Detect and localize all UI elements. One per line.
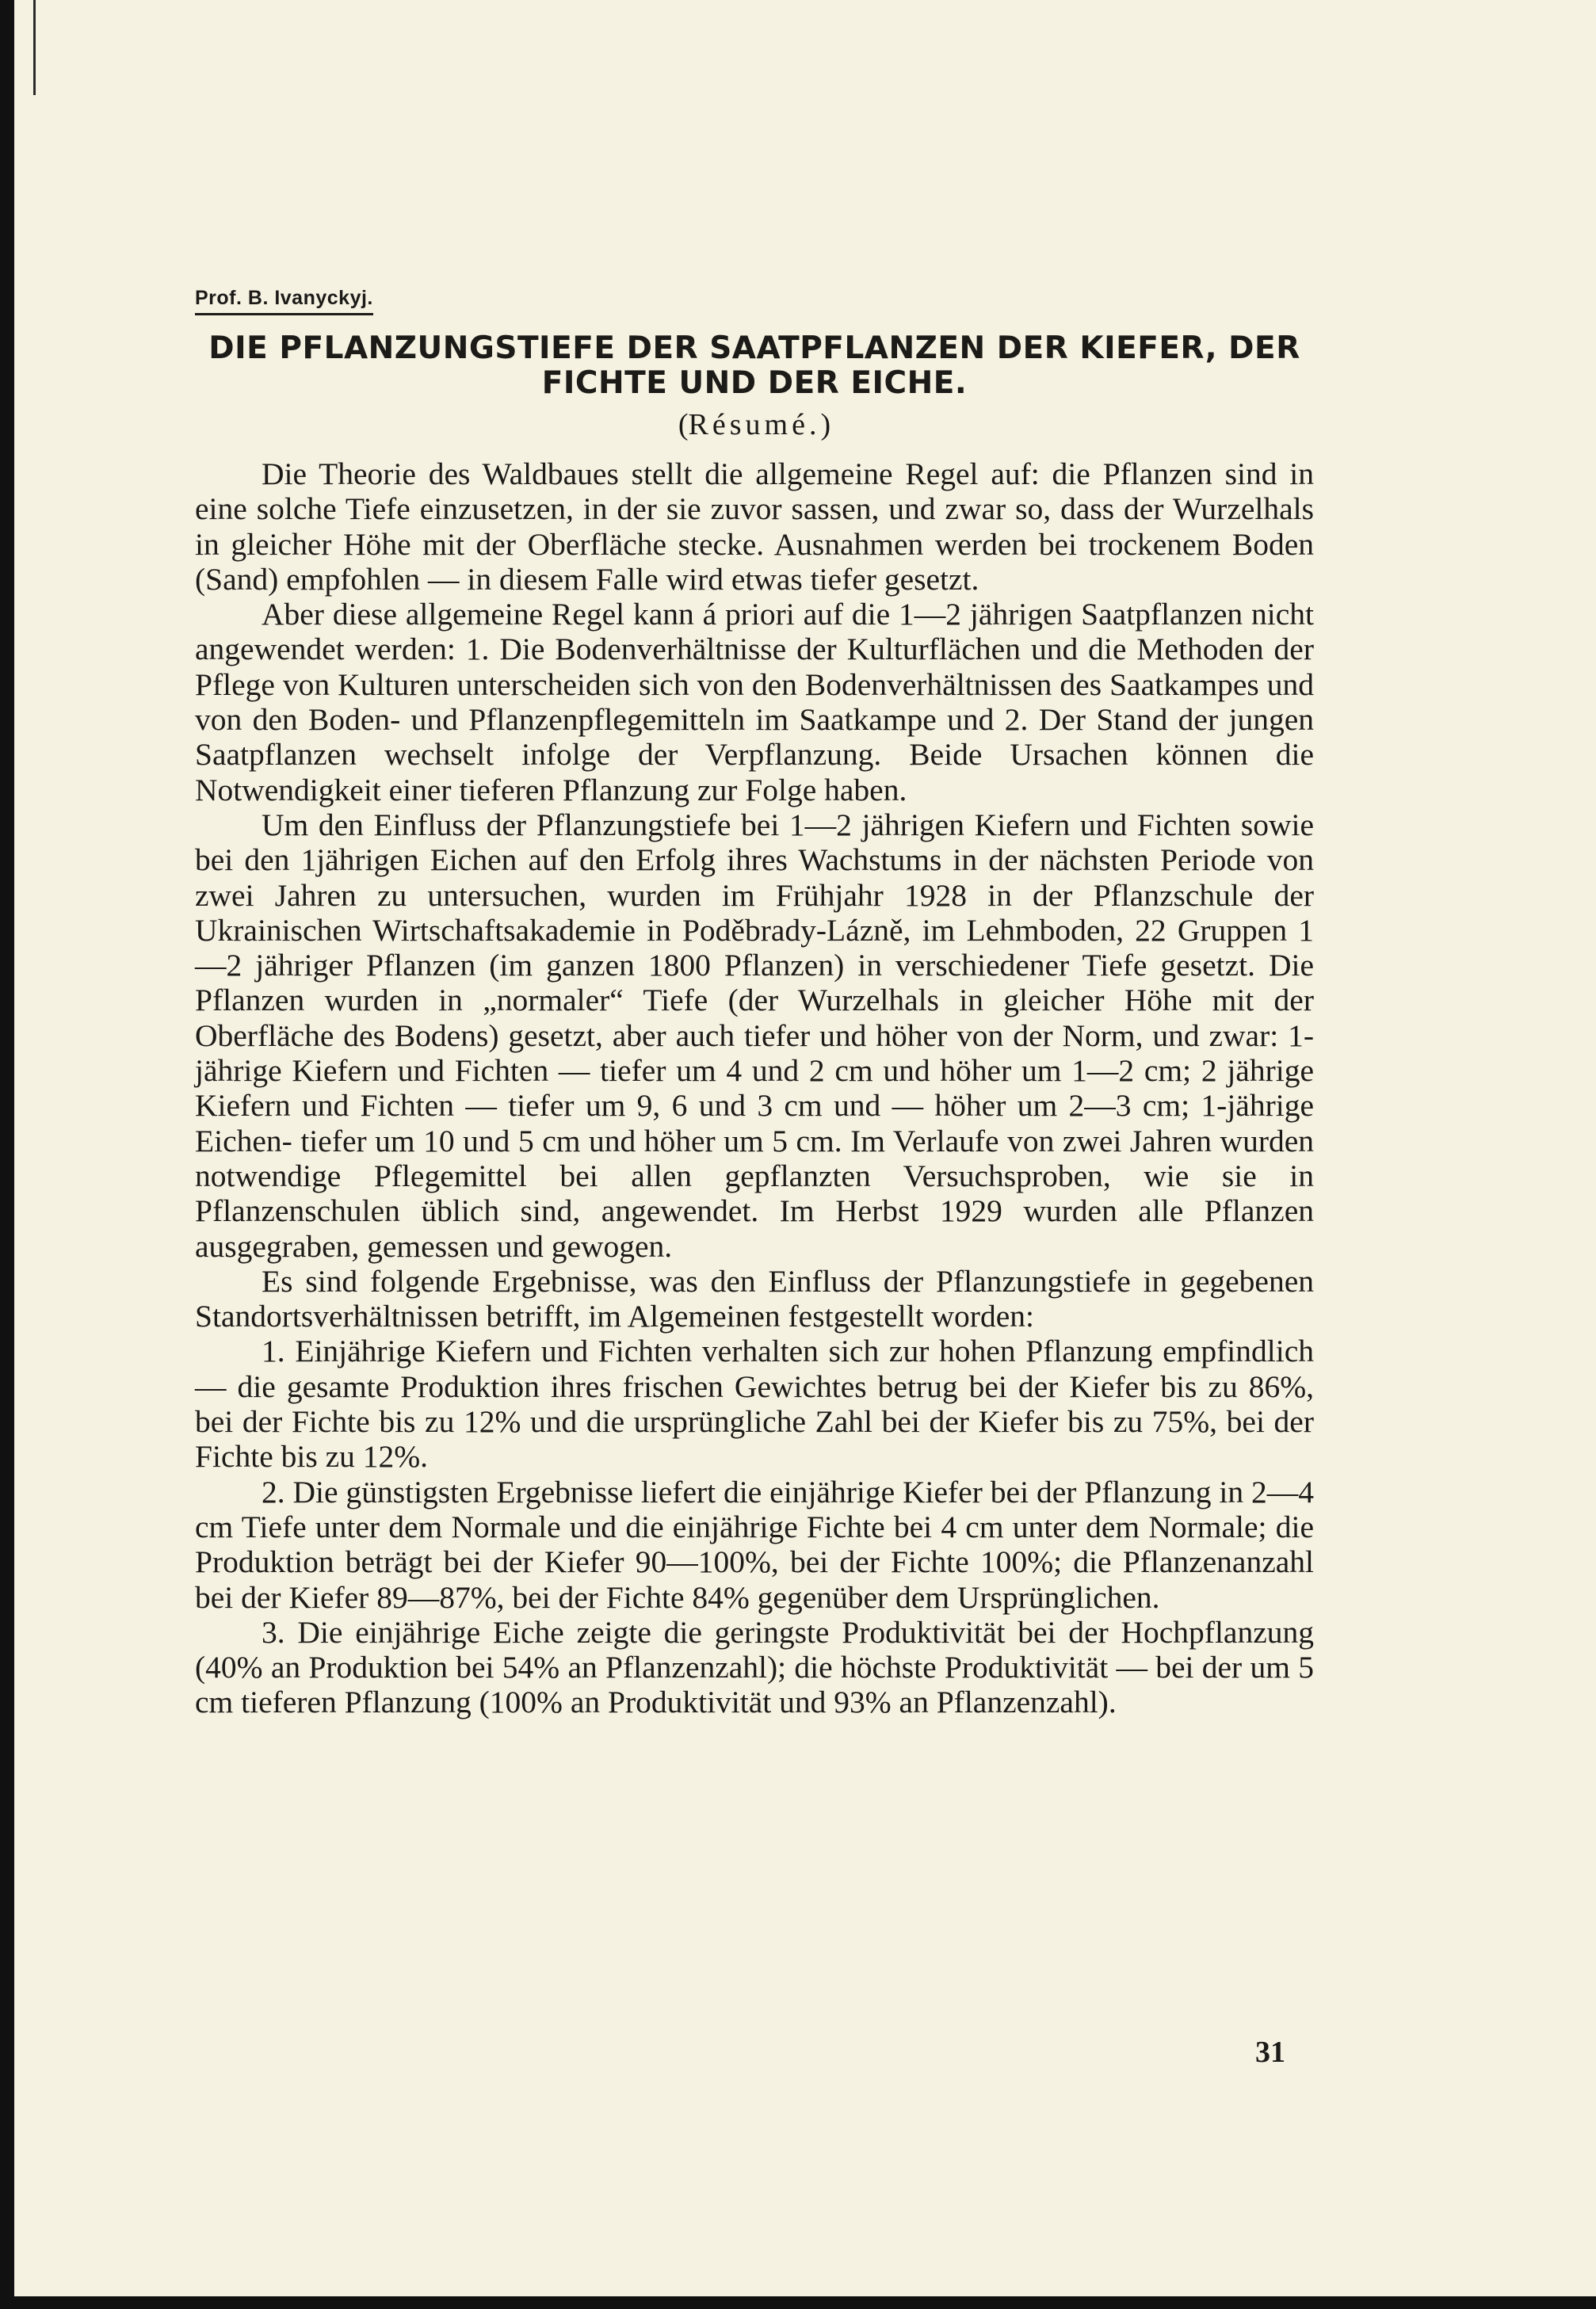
paragraph-7: 3. Die einjährige Eiche zeigte die geringste Produktivität bei der Hochpflanzung (40% an Produktion bei 54% an Pflanzenzahl); die höchste Produktivität — bei der um 5 cm tieferen Pflanzung (100% an Produktivität und 93% an Pflanzenzahl).	[195, 1614, 1314, 1720]
resume-word: Résumé.	[688, 408, 821, 441]
resume-label	[195, 407, 1314, 442]
document-page	[14, 0, 1596, 2296]
resume-open: (	[678, 408, 689, 441]
text-block	[195, 287, 1314, 1720]
paragraph-1: Die Theorie des Waldbaues stellt die allgemeine Regel auf: die Pflanzen sind in eine solche Tiefe einzusetzen, in der sie zuvor sassen, und zwar so, dass der Wurzelhals in gleicher Höhe mit der Oberfläche stecke. Ausnahmen werden bei trockenem Boden (Sand) empfohlen — in diesem Falle wird etwas tiefer gesetzt.	[195, 456, 1314, 597]
article-title: DIE PFLANZUNGSTIEFE DER SAATPFLANZEN DER KIEFER, DER FICHTE UND DER EICHE.	[208, 330, 1300, 401]
page-number: 31	[1255, 2036, 1285, 2069]
paragraph-3: Um den Einfluss der Pflanzungstiefe bei 1—2 jährigen Kiefern und Fichten sowie bei den 1jährigen Eichen auf den Erfolg ihres Wachstums in der nächsten Periode von zwei Jahren zu untersuchen, wurden im Frühjahr 1928 in der Pflanzschule der Ukrainischen Wirtschaftsakademie in Poděbrady-Lázně, im Lehmboden, 22 Gruppen 1—2 jähriger Pflanzen (im ganzen 1800 Pflanzen) in verschiedener Tiefe gesetzt. Die Pflanzen wurden in „normaler“ Tiefe (der Wurzelhals in gleicher Höhe mit der Oberfläche des Bodens) gesetzt, aber auch tiefer und höher von der Norm, und zwar: 1-jährige Kiefern und Fichten — tiefer um 4 und 2 cm und höher um 1—2 cm; 2 jährige Kiefern und Fichten — tiefer um 9, 6 und 3 cm und — höher um 2—3 cm; 1-jährige Eichen- tiefer um 10 und 5 cm und höher um 5 cm. Im Verlaufe von zwei Jahren wurden notwendige Pflegemittel bei allen gepflanzten Versuchsproben, wie sie in Pflanzenschulen üblich sind, angewendet. Im Herbst 1929 wurden alle Pflanzen ausgegraben, gemessen und gewogen.	[195, 807, 1314, 1264]
paragraph-4: Es sind folgende Ergebnisse, was den Einfluss der Pflanzungstiefe in gegebenen Standortsverhältnissen betrifft, im Algemeinen festgestellt worden:	[195, 1263, 1314, 1334]
resume-close: )	[820, 408, 831, 441]
binding-edge	[33, 0, 36, 95]
paragraph-2: Aber diese allgemeine Regel kann á priori auf die 1—2 jährigen Saatpflanzen nicht angewendet werden: 1. Die Bodenverhältnisse der Kulturflächen und die Methoden der Pflege von Kulturen unterscheiden sich von den Bodenverhältnissen des Saatkampes und von den Boden- und Pflanzenpflegemitteln im Saatkampe und 2. Der Stand der jungen Saatpflanzen wechselt infolge der Verpflanzung. Beide Ursachen können die Notwendigkeit einer tieferen Pflanzung zur Folge haben.	[195, 597, 1314, 807]
paragraph-6: 2. Die günstigsten Ergebnisse liefert die einjährige Kiefer bei der Pflanzung in 2—4 cm Tiefe unter dem Normale und die einjährige Fichte bei 4 cm unter dem Normale; die Produktion beträgt bei der Kiefer 90—100%, bei der Fichte 100%; die Pflanzenanzahl bei der Kiefer 89—87%, bei der Fichte 84% gegenüber dem Ursprünglichen.	[195, 1474, 1314, 1615]
author-line: Prof. B. Ivanyckyj.	[195, 287, 373, 315]
paragraph-5: 1. Einjährige Kiefern und Fichten verhalten sich zur hohen Pflanzung empfindlich — die gesamte Produktion ihres frischen Gewichtes betrug bei der Kiefer bis zu 86%, bei der Fichte bis zu 12% und die ursprüngliche Zahl bei der Kiefer bis zu 75%, bei der Fichte bis zu 12%.	[195, 1334, 1314, 1475]
